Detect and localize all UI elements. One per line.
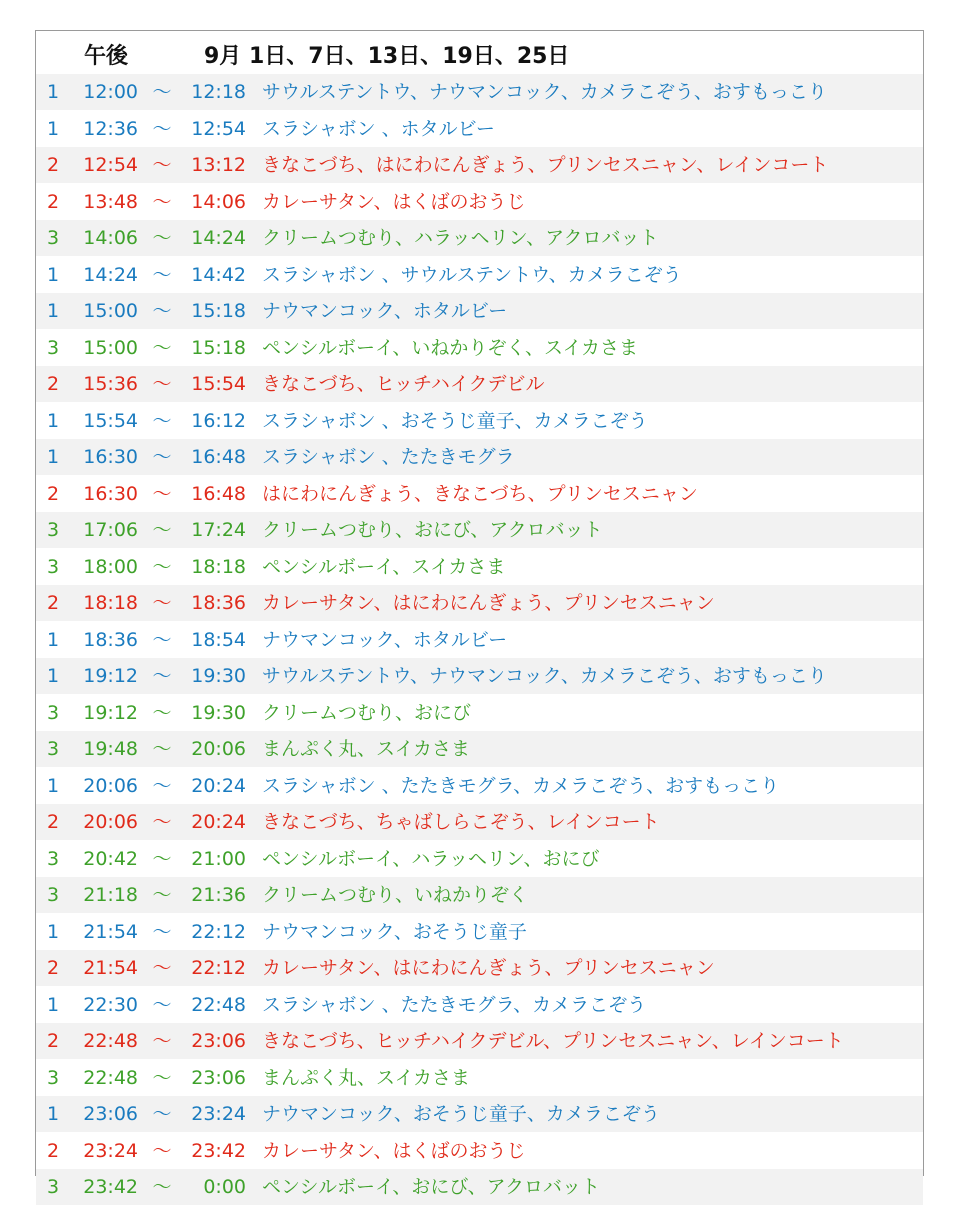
tilde-separator: 〜 <box>152 409 172 432</box>
start-time: 16:30 <box>83 482 138 505</box>
character-names: サウルステントウ、ナウマンコック、カメラこぞう、おすもっこり <box>262 81 827 103</box>
end-time: 18:36 <box>191 592 246 614</box>
character-names: スラシャボン 、おそうじ童子、カメラこぞう <box>262 409 648 432</box>
character-names: ナウマンコック、ホタルビー <box>262 300 508 322</box>
tilde-separator: 〜 <box>152 920 172 943</box>
group-number: 1 <box>47 920 60 943</box>
group-number: 2 <box>47 592 60 614</box>
tilde-separator: 〜 <box>152 446 172 468</box>
end-time: 14:42 <box>191 263 246 286</box>
start-time: 16:30 <box>83 446 138 468</box>
start-time: 20:06 <box>83 811 138 833</box>
end-time: 16:48 <box>191 482 246 505</box>
character-names: クリームつむり、おにび <box>262 701 472 724</box>
character-names: クリームつむり、おにび、アクロバット <box>262 519 603 541</box>
tilde-separator: 〜 <box>152 701 172 724</box>
tilde-separator: 〜 <box>152 300 172 322</box>
character-names: きなこづち、ちゃばしらこぞう、レインコート <box>262 811 660 833</box>
character-names: クリームつむり、ハラッヘリン、アクロバット <box>262 227 659 249</box>
character-names: きなこづち、ヒッチハイクデビル <box>262 373 545 395</box>
end-time: 23:06 <box>191 1030 246 1052</box>
end-time: 12:54 <box>191 117 246 140</box>
start-time: 21:18 <box>83 884 138 906</box>
tilde-separator: 〜 <box>152 774 172 797</box>
group-number: 1 <box>47 446 60 468</box>
table-row <box>36 913 923 950</box>
group-number: 1 <box>47 81 60 103</box>
group-number: 2 <box>47 1139 60 1162</box>
group-number: 3 <box>47 884 60 906</box>
table-row <box>36 1168 923 1205</box>
end-time: 17:24 <box>191 519 246 541</box>
tilde-separator: 〜 <box>152 665 172 687</box>
tilde-separator: 〜 <box>152 628 172 651</box>
table-row <box>36 110 923 147</box>
group-number: 3 <box>47 1066 60 1089</box>
character-names: ペンシルボーイ、いねかりぞく、スイカさま <box>262 336 639 359</box>
end-time: 12:18 <box>191 81 246 103</box>
group-number: 2 <box>47 811 60 833</box>
end-time: 23:42 <box>191 1139 246 1162</box>
group-number: 1 <box>47 263 60 286</box>
end-time: 23:24 <box>191 1103 246 1125</box>
group-number: 1 <box>47 628 60 651</box>
group-number: 3 <box>47 738 60 760</box>
table-row <box>36 475 923 512</box>
end-time: 20:24 <box>191 811 246 833</box>
group-number: 3 <box>47 847 60 870</box>
table-row <box>36 256 923 293</box>
character-names: スラシャボン 、たたきモグラ、カメラこぞう <box>262 993 647 1016</box>
tilde-separator: 〜 <box>152 811 172 833</box>
character-names: きなこづち、ヒッチハイクデビル、プリンセスニャン、レインコート <box>262 1030 844 1052</box>
table-row <box>36 329 923 366</box>
group-number: 3 <box>47 519 60 541</box>
tilde-separator: 〜 <box>152 154 172 176</box>
start-time: 23:06 <box>83 1103 138 1125</box>
start-time: 20:42 <box>83 847 138 870</box>
table-row <box>36 840 923 877</box>
start-time: 12:54 <box>83 154 138 176</box>
table-row <box>36 1022 923 1059</box>
end-time: 22:12 <box>191 920 246 943</box>
tilde-separator: 〜 <box>152 519 172 541</box>
table-row <box>36 183 923 220</box>
tilde-separator: 〜 <box>152 1103 172 1125</box>
start-time: 17:06 <box>83 519 138 541</box>
table-row <box>36 548 923 585</box>
schedule-table <box>35 30 924 1198</box>
end-time: 14:06 <box>191 190 246 213</box>
character-names: スラシャボン 、たたきモグラ <box>262 446 515 468</box>
end-time: 19:30 <box>191 701 246 724</box>
character-names: スラシャボン 、サウルステントウ、カメラこぞう <box>262 263 682 286</box>
start-time: 22:48 <box>83 1066 138 1089</box>
group-number: 2 <box>47 1030 60 1052</box>
character-names: ナウマンコック、おそうじ童子、カメラこぞう <box>262 1103 660 1125</box>
character-names: スラシャボン 、たたきモグラ、カメラこぞう、おすもっこり <box>262 774 780 797</box>
group-number: 3 <box>47 336 60 359</box>
tilde-separator: 〜 <box>152 957 172 979</box>
start-time: 18:00 <box>83 555 138 578</box>
table-row <box>36 694 923 731</box>
group-number: 3 <box>47 555 60 578</box>
character-names: クリームつむり、いねかりぞく <box>262 884 529 906</box>
start-time: 22:48 <box>83 1030 138 1052</box>
end-time: 16:12 <box>191 409 246 432</box>
character-names: まんぷく丸、スイカさま <box>262 738 471 760</box>
end-time: 23:06 <box>191 1066 246 1089</box>
table-row <box>36 1132 923 1169</box>
tilde-separator: 〜 <box>152 482 172 505</box>
group-number: 1 <box>47 300 60 322</box>
end-time: 19:30 <box>191 665 246 687</box>
table-row <box>36 1095 923 1132</box>
start-time: 15:54 <box>83 409 138 432</box>
table-row <box>36 986 923 1023</box>
start-time: 15:00 <box>83 336 138 359</box>
schedule-rows <box>36 73 923 1205</box>
table-row <box>36 803 923 840</box>
tilde-separator: 〜 <box>152 555 172 578</box>
end-time: 21:00 <box>191 847 246 870</box>
table-row <box>36 73 923 110</box>
end-time: 16:48 <box>191 446 246 468</box>
group-number: 2 <box>47 154 60 176</box>
group-number: 2 <box>47 482 60 505</box>
table-row <box>36 949 923 986</box>
start-time: 14:24 <box>83 263 138 286</box>
start-time: 12:00 <box>83 81 138 103</box>
end-time: 18:18 <box>191 555 246 578</box>
character-names: きなこづち、はにわにんぎょう、プリンセスニャン、レインコート <box>262 154 829 176</box>
table-row <box>36 146 923 183</box>
end-time: 0:00 <box>203 1176 246 1198</box>
group-number: 1 <box>47 409 60 432</box>
start-time: 22:30 <box>83 993 138 1016</box>
character-names: カレーサタン、はにわにんぎょう、プリンセスニャン <box>262 592 715 614</box>
end-time: 18:54 <box>191 628 246 651</box>
tilde-separator: 〜 <box>152 117 172 140</box>
tilde-separator: 〜 <box>152 81 172 103</box>
tilde-separator: 〜 <box>152 373 172 395</box>
start-time: 23:24 <box>83 1139 138 1162</box>
tilde-separator: 〜 <box>152 227 172 249</box>
character-names: ペンシルボーイ、おにび、アクロバット <box>262 1176 601 1198</box>
table-row <box>36 219 923 256</box>
table-row <box>36 621 923 658</box>
group-number: 2 <box>47 373 60 395</box>
table-row <box>36 438 923 475</box>
tilde-separator: 〜 <box>152 738 172 760</box>
tilde-separator: 〜 <box>152 884 172 906</box>
start-time: 23:42 <box>83 1176 138 1198</box>
start-time: 19:12 <box>83 665 138 687</box>
table-row <box>36 657 923 694</box>
start-time: 15:00 <box>83 300 138 322</box>
end-time: 15:54 <box>191 373 246 395</box>
character-names: ナウマンコック、ホタルビー <box>262 628 508 651</box>
character-names: スラシャボン 、ホタルビー <box>262 117 495 140</box>
dates-label: 9月 1日、7日、13日、19日、25日 <box>204 44 570 69</box>
end-time: 21:36 <box>191 884 246 906</box>
table-row <box>36 1059 923 1096</box>
group-number: 2 <box>47 190 60 213</box>
pm-label: 午後 <box>84 44 129 69</box>
group-number: 1 <box>47 1103 60 1125</box>
character-names: カレーサタン、はにわにんぎょう、プリンセスニャン <box>262 957 715 979</box>
character-names: はにわにんぎょう、きなこづち、プリンセスニャン <box>262 482 698 505</box>
table-row <box>36 767 923 804</box>
group-number: 2 <box>47 957 60 979</box>
start-time: 21:54 <box>83 957 138 979</box>
group-number: 1 <box>47 993 60 1016</box>
end-time: 20:06 <box>191 738 246 760</box>
tilde-separator: 〜 <box>152 1066 172 1089</box>
group-number: 3 <box>47 701 60 724</box>
character-names: ナウマンコック、おそうじ童子 <box>262 920 527 943</box>
table-row <box>36 402 923 439</box>
character-names: ペンシルボーイ、スイカさま <box>262 555 506 578</box>
end-time: 15:18 <box>191 300 246 322</box>
tilde-separator: 〜 <box>152 847 172 870</box>
end-time: 20:24 <box>191 774 246 797</box>
start-time: 13:48 <box>83 190 138 213</box>
character-names: まんぷく丸、スイカさま <box>262 1066 471 1089</box>
tilde-separator: 〜 <box>152 336 172 359</box>
table-row <box>36 365 923 402</box>
table-row <box>36 730 923 767</box>
start-time: 15:36 <box>83 373 138 395</box>
group-number: 1 <box>47 665 60 687</box>
tilde-separator: 〜 <box>152 993 172 1016</box>
end-time: 13:12 <box>191 154 246 176</box>
start-time: 18:18 <box>83 592 138 614</box>
start-time: 21:54 <box>83 920 138 943</box>
start-time: 19:12 <box>83 701 138 724</box>
table-row <box>36 292 923 329</box>
character-names: サウルステントウ、ナウマンコック、カメラこぞう、おすもっこり <box>262 665 827 687</box>
group-number: 3 <box>47 1176 60 1198</box>
end-time: 22:48 <box>191 993 246 1016</box>
end-time: 22:12 <box>191 957 246 979</box>
tilde-separator: 〜 <box>152 592 172 614</box>
start-time: 20:06 <box>83 774 138 797</box>
tilde-separator: 〜 <box>152 263 172 286</box>
table-row <box>36 584 923 621</box>
character-names: カレーサタン、はくばのおうじ <box>262 1139 526 1162</box>
end-time: 14:24 <box>191 227 246 249</box>
table-row <box>36 511 923 548</box>
start-time: 14:06 <box>83 227 138 249</box>
table-header <box>36 31 923 73</box>
table-row <box>36 876 923 913</box>
group-number: 3 <box>47 227 60 249</box>
character-names: カレーサタン、はくばのおうじ <box>262 190 526 213</box>
group-number: 1 <box>47 774 60 797</box>
tilde-separator: 〜 <box>152 1030 172 1052</box>
end-time: 15:18 <box>191 336 246 359</box>
start-time: 18:36 <box>83 628 138 651</box>
tilde-separator: 〜 <box>152 1176 172 1198</box>
group-number: 1 <box>47 117 60 140</box>
tilde-separator: 〜 <box>152 190 172 213</box>
tilde-separator: 〜 <box>152 1139 172 1162</box>
start-time: 19:48 <box>83 738 138 760</box>
character-names: ペンシルボーイ、ハラッヘリン、おにび <box>262 847 600 870</box>
start-time: 12:36 <box>83 117 138 140</box>
